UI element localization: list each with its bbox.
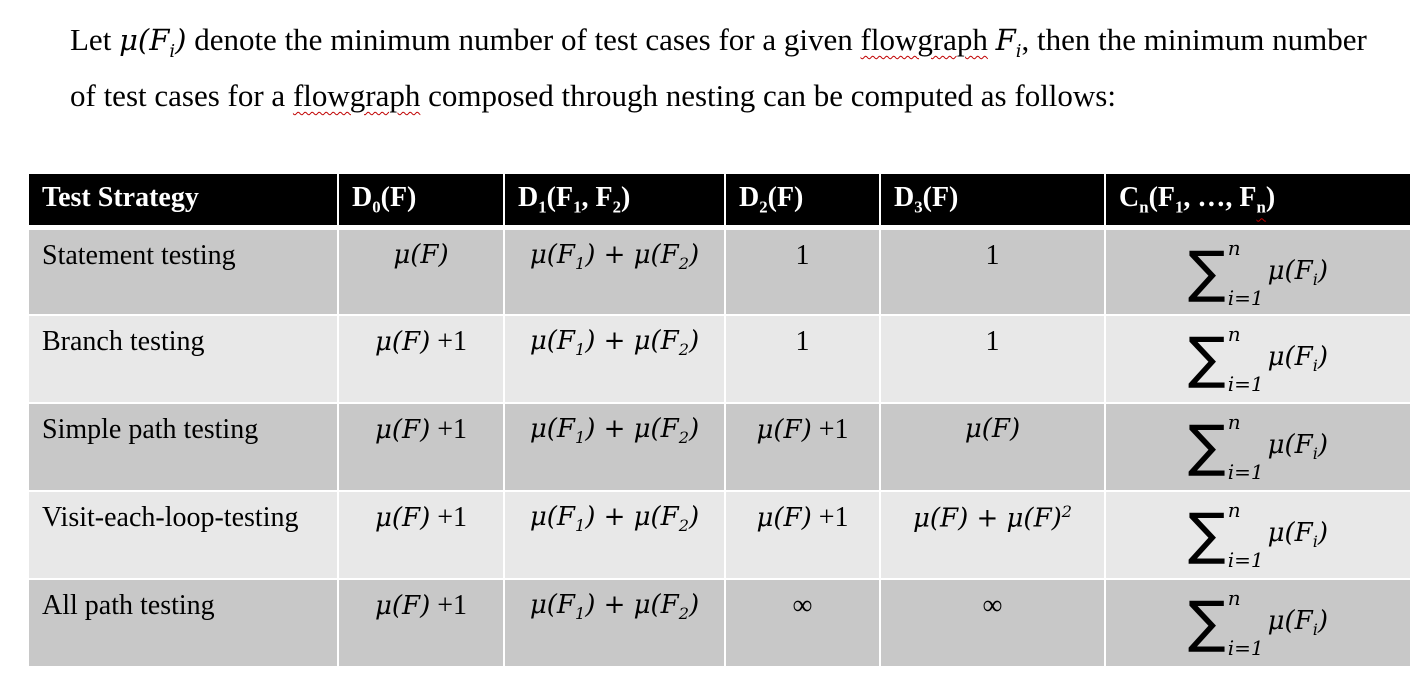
cell-cn-summation: ∑ n i=1 $\mu(F_i)$: [1105, 579, 1411, 667]
intro-paragraph: Let $\mu(F_i)$ denote the minimum number of test cases for a given flowgraph $F_i$, then the minimum number of test cases for a flowgraph composed through nesting can be computed as follows:: [70, 22, 1367, 113]
sigma-icon: ∑: [1187, 326, 1226, 391]
cell-d1: $\mu(F_1) + \mu(F_2)$: [504, 227, 725, 315]
cell-d3: 1: [880, 315, 1105, 403]
table-row: [28, 227, 1411, 315]
cell-d2: μ(F) +1: [725, 491, 880, 579]
cell-d3: ∞: [880, 579, 1105, 667]
sigma-icon: ∑: [1187, 414, 1226, 479]
cell-d2: 1: [725, 315, 880, 403]
cell-cn-summation: ∑ n i=1 $\mu(F_i)$: [1105, 491, 1411, 579]
cell-d2: μ(F) +1: [725, 403, 880, 491]
cell-d1: $\mu(F_1) + \mu(F_2)$: [504, 315, 725, 403]
cell-d3: 1: [880, 227, 1105, 315]
cell-strategy: Simple path testing: [28, 403, 338, 491]
cell-strategy: All path testing: [28, 579, 338, 667]
sigma-icon: ∑: [1187, 502, 1226, 567]
spellcheck-flowgraph-2: flowgraph: [292, 77, 421, 113]
header-d1: $D_1(F_1$, $F_2$): [504, 173, 725, 227]
header-d2: $D_2(F)$: [725, 173, 880, 227]
cell-d3: $\mu(F) + \mu(F)^2$: [880, 491, 1105, 579]
table-header-row: [28, 173, 1411, 227]
cell-cn-summation: ∑ n i=1 $\mu(F_i)$: [1105, 403, 1411, 491]
header-cn: $C_n(F_1$, …, $F_n$): [1105, 173, 1411, 227]
table-row: [28, 403, 1411, 491]
cell-d0: μ(F) +1: [338, 491, 504, 579]
cell-d3: μ(F): [880, 403, 1105, 491]
table-row: [28, 491, 1411, 579]
mu-fi-formula: $\mu(F_i)$: [119, 23, 187, 62]
cell-d0: μ(F): [338, 227, 504, 315]
cell-d2: 1: [725, 227, 880, 315]
sigma-icon: ∑: [1187, 590, 1226, 655]
cell-strategy: Visit-each-loop-testing: [28, 491, 338, 579]
cell-strategy: Branch testing: [28, 315, 338, 403]
fi-symbol: $F_i$: [995, 23, 1022, 62]
header-d3: $D_3(F)$: [880, 173, 1105, 227]
cell-cn-summation: ∑ n i=1 $\mu(F_i)$: [1105, 227, 1411, 315]
cell-d1: $\mu(F_1) + \mu(F_2)$: [504, 403, 725, 491]
cell-d1: $\mu(F_1) + \mu(F_2)$: [504, 491, 725, 579]
table-row: [28, 315, 1411, 403]
header-test-strategy: Test Strategy: [28, 173, 338, 227]
cell-d1: $\mu(F_1) + \mu(F_2)$: [504, 579, 725, 667]
cell-d0: μ(F) +1: [338, 315, 504, 403]
cell-d0: μ(F) +1: [338, 403, 504, 491]
sigma-icon: ∑: [1187, 239, 1226, 305]
cell-d0: μ(F) +1: [338, 579, 504, 667]
cell-strategy: Statement testing: [28, 227, 338, 315]
cell-d2: ∞: [725, 579, 880, 667]
table-body: [28, 227, 1411, 667]
cell-cn-summation: ∑ n i=1 $\mu(F_i)$: [1105, 315, 1411, 403]
table-row: [28, 579, 1411, 667]
spellcheck-flowgraph-1: flowgraph: [860, 22, 988, 57]
test-strategy-table: [27, 172, 1412, 668]
header-d0: $D_0(F)$: [338, 173, 504, 227]
